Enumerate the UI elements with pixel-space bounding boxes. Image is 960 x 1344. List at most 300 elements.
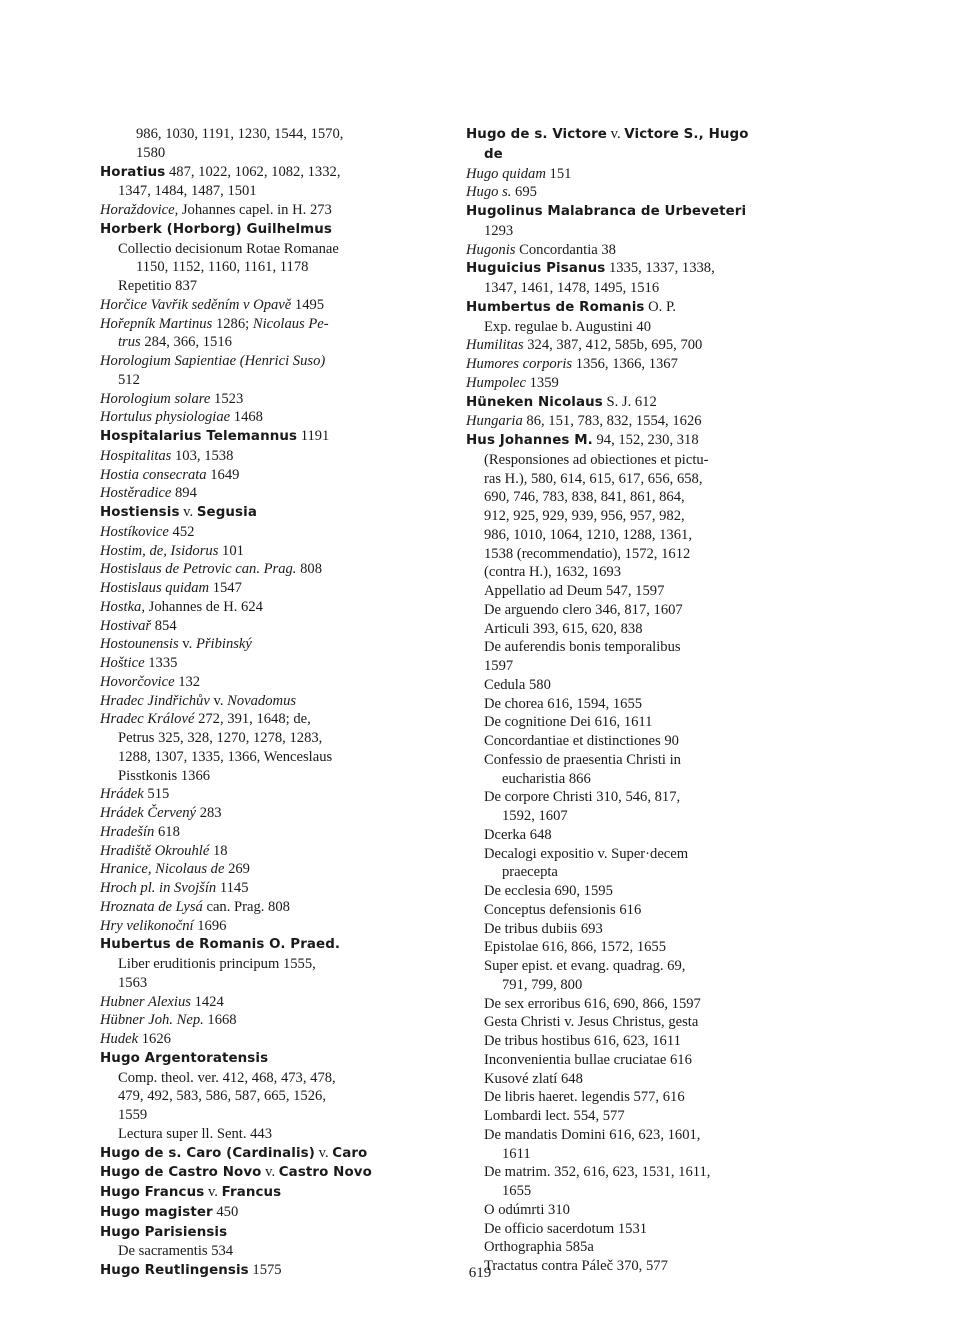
entry-text: Hostislaus quidam bbox=[100, 580, 210, 596]
entry-text: O odúmrti 310 bbox=[484, 1201, 570, 1218]
entry-text: 132 bbox=[174, 673, 201, 690]
entry-text: Hovorčovice bbox=[100, 673, 175, 690]
entry-text: Segusia bbox=[196, 505, 257, 520]
entry-text: Gesta Christi v. Jesus Christus, gesta bbox=[484, 1014, 699, 1031]
entry-text: 1668 bbox=[203, 1012, 237, 1029]
index-entry-line bbox=[466, 451, 811, 470]
entry-text: 1649 bbox=[206, 466, 240, 483]
entry-text: Castro Novo bbox=[278, 1165, 372, 1181]
entry-text: De arguendo clero 346, 817, 1607 bbox=[484, 601, 683, 618]
entry-text: 690, 746, 783, 838, 841, 861, 864, bbox=[484, 489, 685, 506]
entry-text: Confessio de praesentia Christi in bbox=[484, 751, 681, 768]
index-entry-line bbox=[466, 582, 811, 601]
index-entry-line bbox=[466, 1088, 811, 1107]
index-entry-line bbox=[100, 1183, 430, 1203]
entry-text: 1468 bbox=[230, 409, 263, 426]
index-entry-line bbox=[466, 976, 811, 995]
entry-text: Hugo Argentoratensis bbox=[100, 1050, 269, 1066]
entry-text: Hugo de s. Caro (Cardinalis) bbox=[100, 1145, 315, 1161]
index-entry-line bbox=[100, 1203, 430, 1223]
entry-text: 1696 bbox=[193, 917, 227, 934]
entry-text: 1495 bbox=[291, 296, 325, 313]
index-entry-line bbox=[466, 1013, 811, 1032]
entry-text: de bbox=[484, 146, 503, 162]
entry-text: Hortulus physiologiae bbox=[100, 409, 231, 426]
index-entry-line bbox=[466, 1070, 811, 1089]
index-entry-line bbox=[100, 673, 430, 692]
entry-text: v. bbox=[261, 1164, 279, 1181]
entry-text: Hostounensis bbox=[100, 636, 179, 653]
index-entry-line bbox=[466, 1238, 811, 1257]
entry-text: 103, 1538 bbox=[171, 447, 234, 464]
entry-text: 1575 bbox=[248, 1262, 282, 1278]
entry-text: 1592, 1607 bbox=[502, 808, 568, 824]
entry-text: 272, 391, 1648; de, bbox=[194, 711, 311, 728]
index-entry-line bbox=[466, 1220, 811, 1239]
index-entry-line bbox=[466, 920, 811, 939]
entry-text: Hungaria bbox=[466, 413, 523, 430]
index-entry-line bbox=[100, 427, 430, 447]
entry-text: De tribus hostibus 616, 623, 1611 bbox=[484, 1033, 681, 1049]
index-entry-line bbox=[466, 676, 811, 695]
entry-text: De mandatis Domini 616, 623, 1601, bbox=[484, 1126, 701, 1143]
entry-text: Hugo quidam bbox=[466, 165, 546, 182]
index-entry-line bbox=[100, 898, 430, 917]
index-entry-line bbox=[466, 826, 811, 845]
entry-text: 1655 bbox=[502, 1183, 532, 1199]
entry-text: 618 bbox=[154, 823, 180, 840]
entry-text: 1288, 1307, 1335, 1366, Wenceslaus bbox=[118, 748, 333, 765]
index-entry-line bbox=[100, 1030, 430, 1049]
entry-text: Horberk (Horborg) Guilhelmus bbox=[100, 221, 332, 237]
index-entry-line bbox=[466, 241, 811, 260]
index-entry-line bbox=[466, 957, 811, 976]
entry-text: Nicolaus Pe- bbox=[252, 315, 329, 332]
index-entry-line bbox=[466, 1201, 811, 1220]
entry-text: 791, 799, 800 bbox=[502, 976, 583, 993]
entry-text: Hugo magister bbox=[100, 1204, 213, 1220]
entry-text: 1335 bbox=[144, 655, 178, 671]
entry-text: Hradešín bbox=[100, 823, 155, 840]
entry-text: Hostěradice bbox=[100, 485, 172, 502]
entry-text: 1335, 1337, 1338, bbox=[605, 260, 715, 277]
entry-text: Hradec Králové bbox=[100, 711, 195, 728]
entry-text: Hostiensis bbox=[100, 505, 180, 520]
index-entry-line bbox=[100, 974, 430, 993]
entry-text: Humbertus de Romanis bbox=[466, 299, 645, 315]
entry-text: 151 bbox=[545, 165, 572, 182]
index-entry-line bbox=[466, 222, 811, 241]
entry-text: Exp. regulae b. Augustini 40 bbox=[484, 318, 651, 335]
index-entry-line bbox=[466, 1126, 811, 1145]
entry-text: Pisstkonis 1366 bbox=[118, 767, 211, 784]
index-entry-line bbox=[100, 466, 430, 485]
index-entry-line bbox=[100, 804, 430, 823]
index-entry-line bbox=[466, 259, 811, 279]
entry-text: Concordantia 38 bbox=[515, 241, 616, 258]
index-entry-line bbox=[466, 336, 811, 355]
entry-text: Hugo de Castro Novo bbox=[100, 1165, 262, 1181]
entry-text: Hostia consecrata bbox=[100, 466, 207, 483]
entry-text: 1286; bbox=[212, 315, 253, 332]
entry-text: Hugo Reutlingensis bbox=[100, 1263, 249, 1278]
entry-text: Collectio decisionum Rotae Romanae bbox=[118, 240, 339, 257]
entry-text: Hugo de s. Victore bbox=[466, 127, 607, 142]
index-entry-line bbox=[100, 144, 430, 163]
entry-text: Huguicius Pisanus bbox=[466, 261, 606, 277]
index-entry-line bbox=[466, 412, 811, 431]
entry-text: 1538 (recommendatio), 1572, 1612 bbox=[484, 545, 691, 562]
entry-text: Francus bbox=[221, 1185, 282, 1200]
index-entry-line bbox=[100, 1069, 430, 1088]
entry-text: 894 bbox=[171, 485, 197, 502]
entry-text: 1347, 1461, 1478, 1495, 1516 bbox=[484, 280, 660, 296]
entry-text: Hořepník Martinus bbox=[100, 315, 213, 332]
index-entry-line bbox=[466, 1032, 811, 1051]
entry-text: Hroznata de Lysá bbox=[100, 898, 203, 915]
entry-text: Hugonis bbox=[466, 241, 516, 258]
index-entry-line bbox=[466, 1051, 811, 1070]
index-entry-line bbox=[100, 1144, 430, 1164]
entry-text: 1150, 1152, 1160, 1161, 1178 bbox=[136, 259, 309, 276]
index-entry-line bbox=[466, 431, 811, 451]
entry-text: Novadomus bbox=[227, 692, 297, 709]
entry-text: 1347, 1484, 1487, 1501 bbox=[118, 183, 257, 200]
entry-text: 479, 492, 583, 586, 587, 665, 1526, bbox=[118, 1088, 326, 1105]
index-entry-line bbox=[466, 770, 811, 789]
index-entry-line bbox=[466, 901, 811, 920]
index-entry-line bbox=[100, 993, 430, 1012]
entry-text: v. bbox=[204, 1184, 222, 1200]
index-entry-line bbox=[100, 729, 430, 748]
index-entry-line bbox=[100, 579, 430, 598]
entry-text: Kusové zlatí 648 bbox=[484, 1070, 583, 1087]
entry-text: 986, 1030, 1191, 1230, 1544, 1570, bbox=[136, 126, 344, 142]
entry-text: Victore S., Hugo bbox=[624, 127, 749, 142]
entry-text: 854 bbox=[151, 617, 177, 634]
index-entry-line bbox=[466, 620, 811, 639]
index-entry-line bbox=[466, 863, 811, 882]
index-entry-line bbox=[100, 1049, 430, 1069]
entry-text: 452 bbox=[168, 523, 195, 540]
entry-text: Hugolinus Malabranca de Urbeveteri bbox=[466, 204, 747, 219]
index-entry-line bbox=[466, 470, 811, 489]
index-entry-line bbox=[466, 393, 811, 413]
entry-text: Hüneken Nicolaus bbox=[466, 394, 603, 410]
index-entry-line bbox=[100, 879, 430, 898]
entry-text: S. J. 612 bbox=[602, 393, 657, 410]
entry-text: Lombardi lect. 554, 577 bbox=[484, 1108, 625, 1124]
entry-text: 912, 925, 929, 939, 956, 957, 982, bbox=[484, 508, 685, 524]
index-entry-line bbox=[100, 710, 430, 729]
index-entry-line bbox=[100, 523, 430, 542]
index-entry-line bbox=[100, 785, 430, 804]
index-entry-line bbox=[100, 1163, 430, 1183]
entry-text: De chorea 616, 1594, 1655 bbox=[484, 695, 643, 712]
index-entry-line bbox=[100, 277, 430, 296]
entry-text: 1563 bbox=[118, 974, 148, 991]
entry-text: Hospitalarius Telemannus bbox=[100, 429, 298, 444]
entry-text: Hubertus de Romanis O. Praed. bbox=[100, 937, 341, 953]
index-entry-line bbox=[100, 823, 430, 842]
index-entry-line bbox=[100, 296, 430, 315]
index-entry-line bbox=[100, 542, 430, 561]
entry-text: Epistolae 616, 866, 1572, 1655 bbox=[484, 939, 667, 956]
index-entry-line bbox=[466, 145, 811, 165]
entry-text: 1424 bbox=[190, 993, 224, 1010]
index-entry-line bbox=[100, 1011, 430, 1030]
index-entry-line bbox=[100, 842, 430, 861]
index-entry-line bbox=[466, 545, 811, 564]
entry-text: eucharistia 866 bbox=[502, 770, 591, 787]
index-entry-line bbox=[100, 617, 430, 636]
entry-text: De officio sacerdotum 1531 bbox=[484, 1220, 648, 1237]
index-entry-line bbox=[100, 390, 430, 409]
entry-text: De cognitione Dei 616, 1611 bbox=[484, 714, 653, 731]
entry-text: De tribus dubiis 693 bbox=[484, 920, 603, 937]
entry-text: 1611 bbox=[502, 1145, 531, 1162]
entry-text: Hostka, bbox=[100, 598, 145, 615]
index-entry-line bbox=[466, 1163, 811, 1182]
entry-text: Hostivař bbox=[100, 617, 152, 634]
entry-text: Hostislaus de Petrovic can. Prag. bbox=[100, 561, 297, 578]
entry-text: Conceptus defensionis 616 bbox=[484, 901, 642, 918]
entry-text: 515 bbox=[143, 786, 170, 803]
index-entry-line bbox=[466, 732, 811, 751]
index-entry-line bbox=[100, 503, 430, 523]
index-entry-line bbox=[100, 635, 430, 654]
entry-text: 512 bbox=[118, 371, 140, 388]
entry-text: 487, 1022, 1062, 1082, 1332, bbox=[165, 163, 341, 180]
entry-text: De corpore Christi 310, 546, 817, bbox=[484, 789, 681, 806]
entry-text: 1359 bbox=[525, 374, 559, 391]
entry-text: Caro bbox=[332, 1145, 368, 1161]
entry-text: Johannes capel. in H. 273 bbox=[178, 202, 332, 218]
entry-text: v. bbox=[314, 1144, 333, 1161]
entry-text: 94, 152, 230, 318 bbox=[592, 432, 699, 448]
entry-text: 1523 bbox=[210, 390, 244, 407]
entry-text: praecepta bbox=[502, 864, 558, 881]
index-entry-line bbox=[100, 220, 430, 240]
entry-text: Hugo Francus bbox=[100, 1185, 205, 1200]
index-entry-line bbox=[100, 201, 430, 220]
entry-text: Tractatus contra Páleč 370, 577 bbox=[484, 1258, 668, 1274]
entry-text: 284, 366, 1516 bbox=[140, 334, 232, 351]
index-entry-line bbox=[466, 713, 811, 732]
entry-text: 1597 bbox=[484, 658, 514, 674]
index-entry-line bbox=[466, 318, 811, 337]
index-entry-line bbox=[100, 125, 430, 144]
entry-text: Horologium Sapientiae (Henrici Suso) bbox=[100, 353, 326, 369]
entry-text: Concordantiae et distinctiones 90 bbox=[484, 733, 679, 749]
entry-text: Hübner Joh. Nep. bbox=[100, 1012, 204, 1029]
entry-text: Hubner Alexius bbox=[100, 993, 191, 1010]
entry-text: Přibinský bbox=[195, 636, 252, 653]
entry-text: 101 bbox=[218, 542, 244, 559]
index-entry-line bbox=[100, 240, 430, 259]
index-entry-line bbox=[466, 488, 811, 507]
index-entry-line bbox=[100, 955, 430, 974]
index-entry-line bbox=[466, 1145, 811, 1164]
index-entry-line bbox=[100, 258, 430, 277]
index-entry-line bbox=[100, 1125, 430, 1144]
index-entry-line bbox=[100, 767, 430, 786]
entry-text: 695 bbox=[511, 184, 537, 201]
entry-text: De libris haeret. legendis 577, 616 bbox=[484, 1089, 685, 1106]
entry-text: Repetitio 837 bbox=[118, 278, 198, 294]
entry-text: Hus Johannes M. bbox=[466, 433, 593, 448]
entry-text: 283 bbox=[196, 805, 222, 821]
right-column bbox=[466, 125, 811, 1276]
entry-text: De sacramentis 534 bbox=[118, 1243, 234, 1260]
index-entry-line bbox=[466, 845, 811, 864]
entry-text: Hradiště Okrouhlé bbox=[100, 842, 210, 859]
entry-text: Articuli 393, 615, 620, 838 bbox=[484, 620, 643, 637]
index-entry-line bbox=[466, 657, 811, 676]
entry-text: 986, 1010, 1064, 1210, 1288, 1361, bbox=[484, 526, 692, 543]
entry-text: 324, 387, 412, 585b, 695, 700 bbox=[523, 337, 703, 354]
index-entry-line bbox=[100, 598, 430, 617]
left-column bbox=[100, 125, 430, 1281]
entry-text: Appellatio ad Deum 547, 1597 bbox=[484, 583, 665, 599]
entry-text: Inconvenientia bullae cruciatae 616 bbox=[484, 1051, 692, 1068]
entry-text: (Responsiones ad obiectiones et pictu- bbox=[484, 451, 709, 468]
index-entry-line bbox=[100, 654, 430, 673]
entry-text: v. bbox=[179, 504, 197, 520]
entry-text: 1356, 1366, 1367 bbox=[572, 356, 678, 372]
entry-text: Lectura super ll. Sent. 443 bbox=[118, 1125, 273, 1142]
entry-text: Cedula 580 bbox=[484, 676, 551, 693]
index-entry-line bbox=[100, 333, 430, 352]
index-entry-line bbox=[466, 995, 811, 1014]
entry-text: 1559 bbox=[118, 1107, 148, 1123]
entry-text: Hranice, Nicolaus de bbox=[100, 861, 225, 878]
index-entry-line bbox=[100, 1106, 430, 1125]
index-entry-line bbox=[100, 917, 430, 936]
index-entry-line bbox=[100, 935, 430, 955]
index-entry-line bbox=[466, 938, 811, 957]
entry-text: Hugo Parisiensis bbox=[100, 1224, 228, 1240]
entry-text: Petrus 325, 328, 1270, 1278, 1283, bbox=[118, 730, 323, 746]
entry-text: De auferendis bonis temporalibus bbox=[484, 639, 681, 656]
index-entry-line bbox=[466, 374, 811, 393]
index-entry-line bbox=[466, 695, 811, 714]
entry-text: 450 bbox=[212, 1203, 239, 1220]
index-entry-line bbox=[100, 560, 430, 579]
entry-text: Humilitas bbox=[466, 337, 524, 354]
entry-text: 1191 bbox=[297, 428, 330, 444]
entry-text: 269 bbox=[224, 861, 250, 878]
entry-text: Hroch pl. in Svojšín bbox=[100, 880, 217, 896]
index-entry-line bbox=[100, 371, 430, 390]
entry-text: Hudek bbox=[100, 1031, 139, 1047]
entry-text: Humpolec bbox=[466, 374, 526, 391]
entry-text: v. bbox=[209, 692, 228, 709]
index-entry-line bbox=[466, 601, 811, 620]
entry-text: Hrádek Červený bbox=[100, 805, 197, 821]
index-entry-line bbox=[466, 1107, 811, 1126]
index-entry-line bbox=[100, 408, 430, 427]
entry-text: Dcerka 648 bbox=[484, 826, 552, 843]
entry-text: 1293 bbox=[484, 222, 514, 239]
entry-text: Horaždovice, bbox=[100, 202, 179, 218]
index-entry-line bbox=[100, 860, 430, 879]
index-entry-line bbox=[466, 1182, 811, 1201]
entry-text: Hoštice bbox=[100, 655, 145, 671]
entry-text: (contra H.), 1632, 1693 bbox=[484, 564, 621, 581]
entry-text: Hospitalitas bbox=[100, 447, 172, 464]
entry-text: 86, 151, 783, 832, 1554, 1626 bbox=[522, 413, 702, 430]
entry-text: 1626 bbox=[138, 1031, 171, 1047]
entry-text: Horčice Vavřik seděním v Opavě bbox=[100, 296, 292, 313]
entry-text: 18 bbox=[209, 842, 228, 859]
entry-text: De sex erroribus 616, 690, 866, 1597 bbox=[484, 995, 701, 1012]
index-entry-line bbox=[100, 484, 430, 503]
index-entry-line bbox=[466, 125, 811, 145]
entry-text: v. bbox=[178, 636, 196, 653]
index-entry-line bbox=[100, 352, 430, 371]
index-entry-line bbox=[466, 807, 811, 826]
index-entry-line bbox=[466, 183, 811, 202]
entry-text: Horologium solare bbox=[100, 390, 211, 407]
entry-text: Hostim, de, Isidorus bbox=[100, 542, 219, 559]
index-entry-line bbox=[466, 165, 811, 184]
entry-text: Liber eruditionis principum 1555, bbox=[118, 956, 316, 972]
index-entry-line bbox=[100, 447, 430, 466]
entry-text: De matrim. 352, 616, 623, 1531, 1611, bbox=[484, 1164, 711, 1181]
entry-text: Hry velikonoční bbox=[100, 917, 194, 934]
index-entry-line bbox=[100, 1087, 430, 1106]
entry-text: Decalogi expositio v. Super·decem bbox=[484, 845, 689, 862]
index-entry-line bbox=[466, 355, 811, 374]
entry-text: ras H.), 580, 614, 615, 617, 656, 658, bbox=[484, 470, 703, 487]
index-entry-line bbox=[466, 279, 811, 298]
entry-text: 808 bbox=[296, 561, 322, 578]
entry-text: trus bbox=[118, 334, 141, 351]
index-entry-line bbox=[466, 882, 811, 901]
index-entry-line bbox=[100, 1223, 430, 1243]
index-entry-line bbox=[100, 315, 430, 334]
entry-text: Hrádek bbox=[100, 786, 144, 803]
index-entry-line bbox=[466, 526, 811, 545]
index-entry-line bbox=[466, 298, 811, 318]
entry-text: Orthographia 585a bbox=[484, 1239, 594, 1256]
page-number: 619 bbox=[468, 1265, 492, 1281]
index-entry-line bbox=[466, 751, 811, 770]
entry-text: Hradec Jindřichův bbox=[100, 692, 210, 709]
index-entry-line bbox=[466, 507, 811, 526]
entry-text: Johannes de H. 624 bbox=[145, 598, 263, 615]
index-entry-line bbox=[100, 182, 430, 201]
entry-text: O. P. bbox=[644, 298, 677, 315]
entry-text: De ecclesia 690, 1595 bbox=[484, 883, 613, 899]
entry-text: Super epist. et evang. quadrag. 69, bbox=[484, 958, 686, 974]
entry-text: v. bbox=[606, 126, 625, 142]
entry-text: Hostíkovice bbox=[100, 523, 169, 540]
entry-text: 1580 bbox=[136, 144, 166, 161]
index-entry-line bbox=[466, 788, 811, 807]
entry-text: can. Prag. 808 bbox=[202, 898, 290, 915]
index-entry-line bbox=[466, 202, 811, 222]
entry-text: Hugo s. bbox=[466, 184, 512, 201]
entry-text: Comp. theol. ver. 412, 468, 473, 478, bbox=[118, 1069, 336, 1086]
entry-text: Horatius bbox=[100, 164, 166, 180]
entry-text: 1547 bbox=[209, 580, 242, 596]
index-entry-line bbox=[466, 563, 811, 582]
index-entry-line bbox=[100, 1242, 430, 1261]
entry-text: Humores corporis bbox=[466, 356, 573, 372]
index-entry-line bbox=[100, 163, 430, 183]
